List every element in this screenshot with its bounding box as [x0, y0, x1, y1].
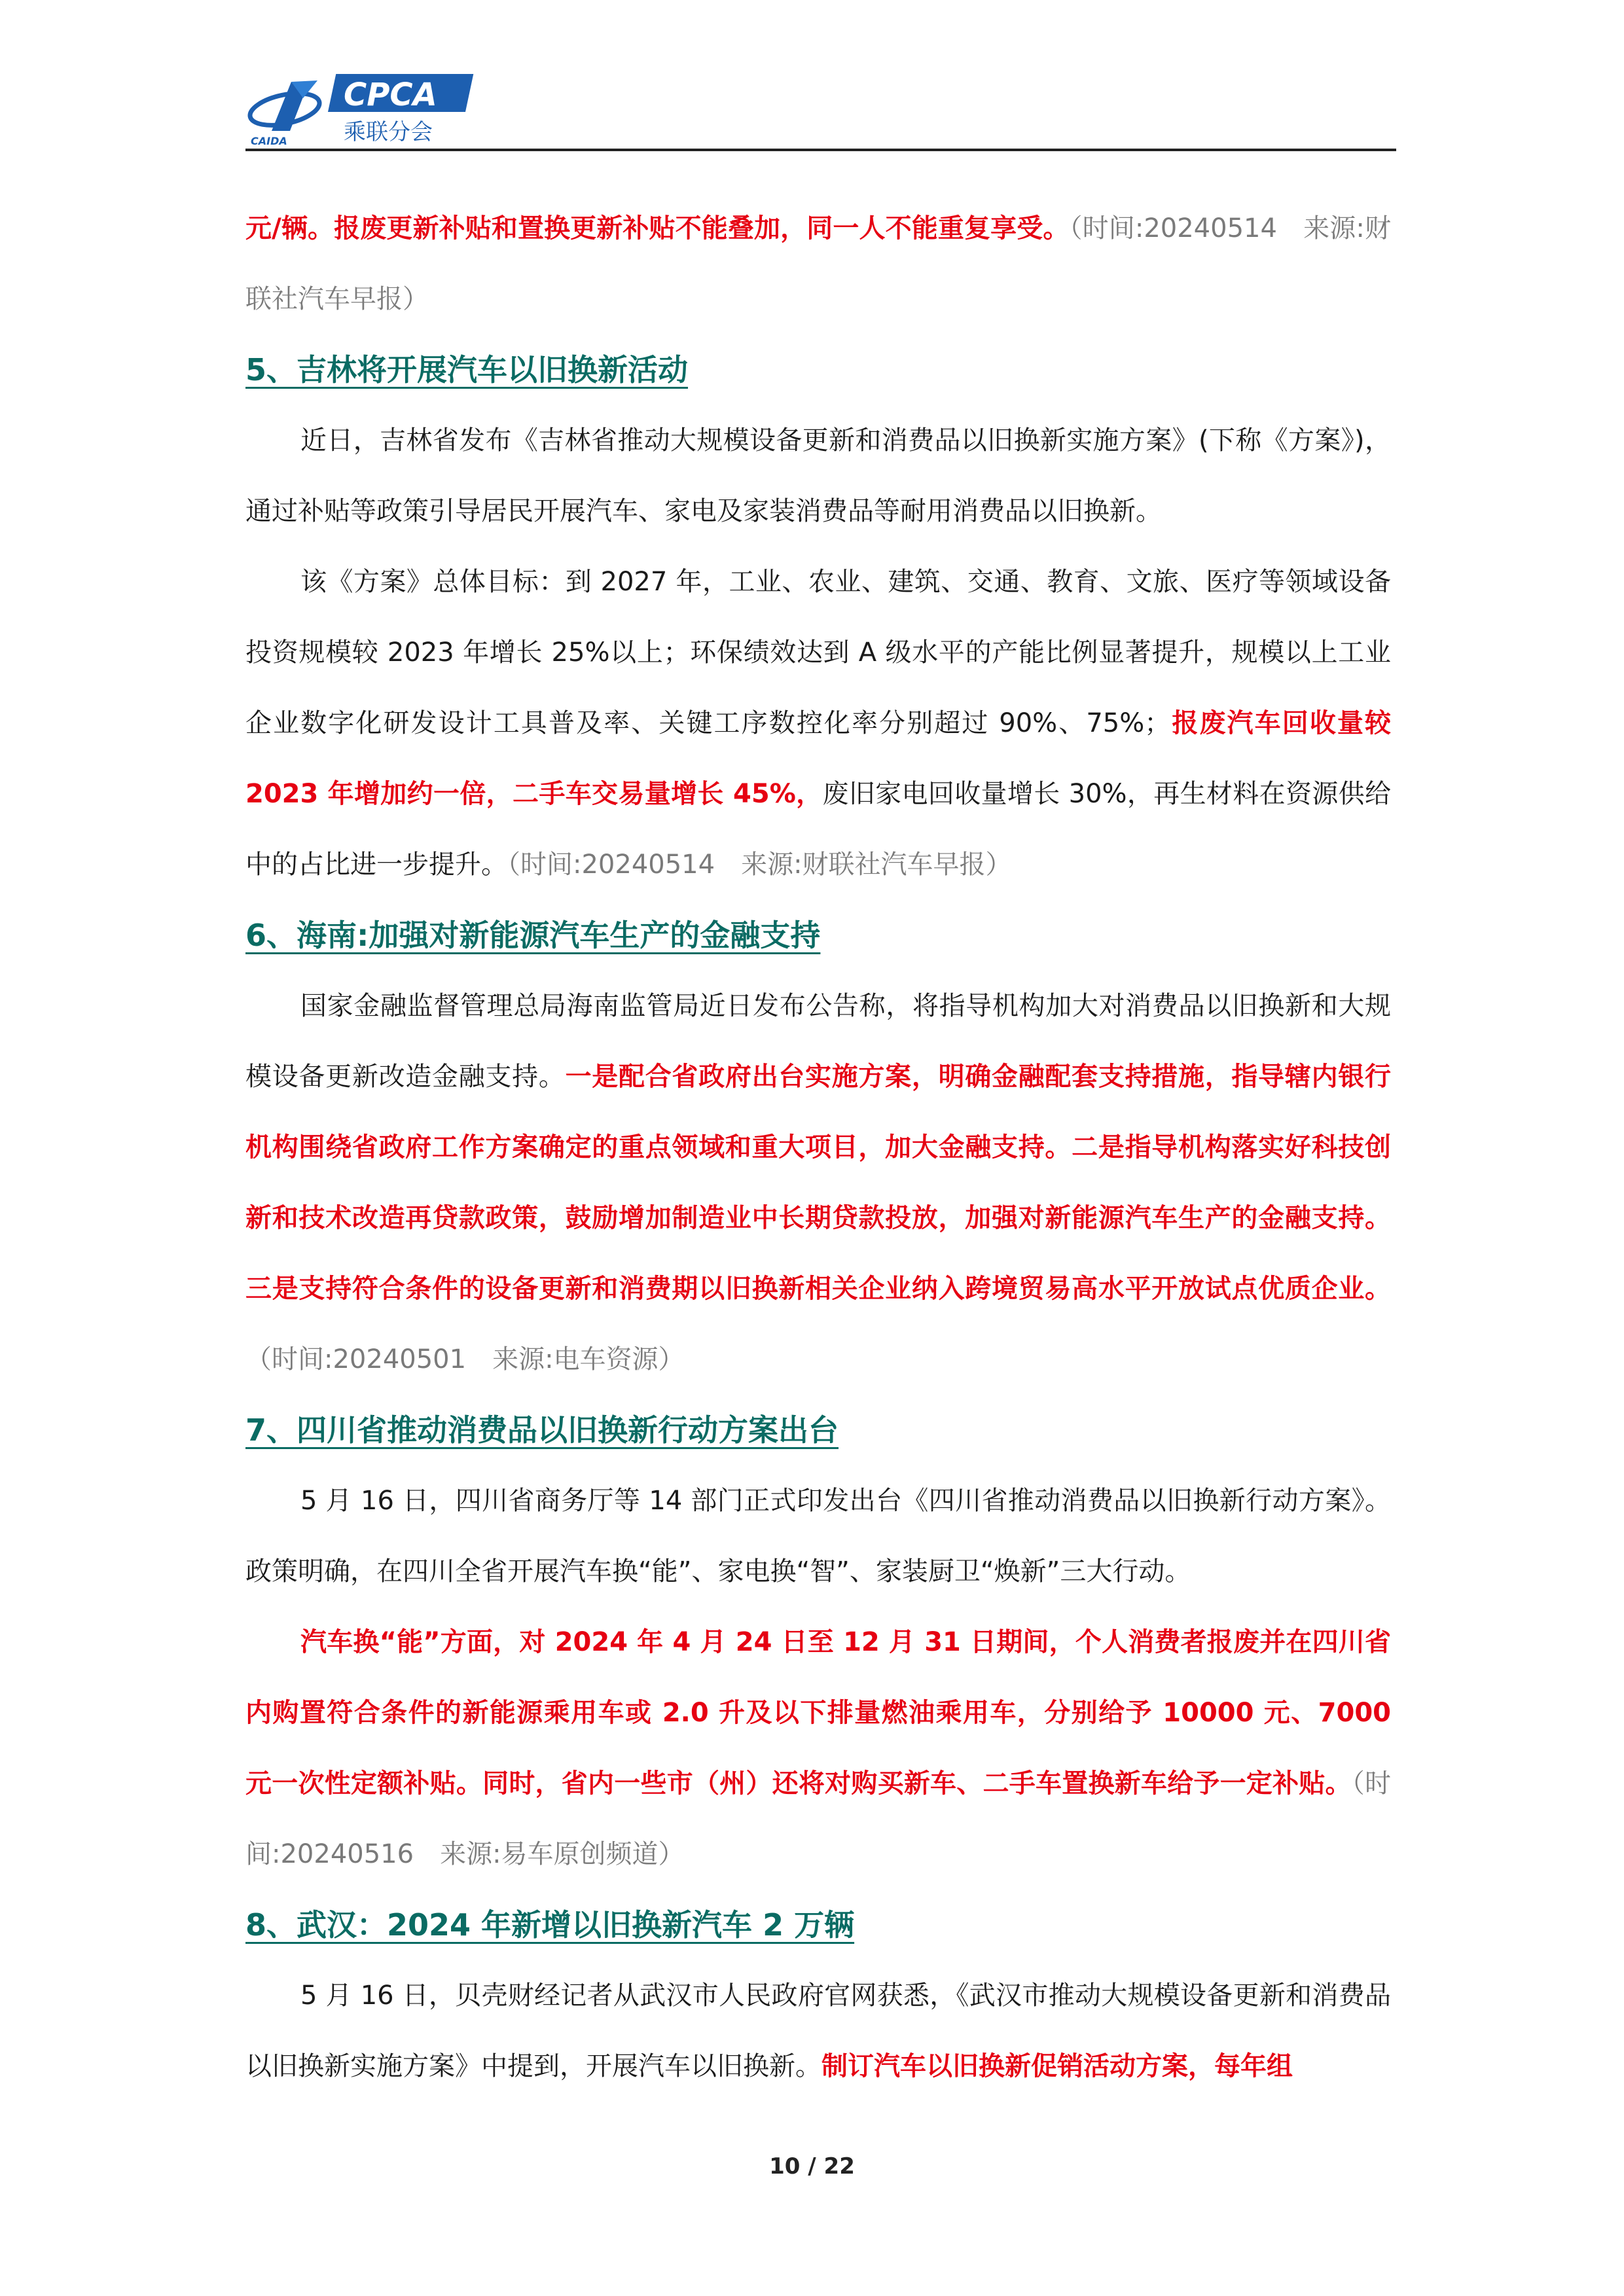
article-body [245, 193, 1391, 2102]
paragraph: 近日，吉林省发布《吉林省推动大规模设备更新和消费品以旧换新实施方案》(下称《方案》)，通过补贴等政策引导居民开展汽车、家电及家装消费品等耐用消费品以旧换新。 [245, 425, 1391, 526]
section-heading-7: 7、四川省推动消费品以旧换新行动方案出台 [245, 1412, 839, 1448]
section-heading-5: 5、吉林将开展汽车以旧换新活动 [245, 352, 689, 387]
svg-text:CPCA: CPCA [344, 77, 437, 113]
page-header [245, 69, 1398, 152]
header-rule [245, 149, 1396, 151]
section-heading-6: 6、海南:加强对新能源汽车生产的金融支持 [245, 918, 821, 953]
section-heading-8: 8、武汉：2024 年新增以旧换新汽车 2 万辆 [245, 1907, 855, 1943]
paragraph: 5 月 16 日，四川省商务厅等 14 部门正式印发出台《四川省推动消费品以旧换新行动方案》。政策明确，在四川全省开展汽车换“能”、家电换“智”、家装厨卫“焕新”三大行动。 [245, 1486, 1391, 1587]
page-number: 10 / 22 [769, 2153, 855, 2179]
svg-text:CAIDA: CAIDA [251, 135, 287, 147]
paragraph: 国家金融监督管理总局海南监管局近日发布公告称，将指导机构加大对消费品以旧换新和大规模设备更新改造金融支持。一是配合省政府出台实施方案，明确金融配套支持措施，指导辖内银行机构围绕省政府工作方案确定的重点领域和重大项目，加大金融支持。二是指导机构落实好科技创新和技术改造再贷款政策，鼓励增加制造业中长期贷款投放，加强对新能源汽车生产的金融支持。三是支持符合条件的设备更新和消费期以旧换新相关企业纳入跨境贸易高水平开放试点优质企业。（时间:20240501 来源:电车资源） [245, 991, 1392, 1374]
paragraph: 5 月 16 日，贝壳财经记者从武汉市人民政府官网获悉，《武汉市推动大规模设备更新和消费品以旧换新实施方案》中提到，开展汽车以旧换新。制订汽车以旧换新促销活动方案，每年组 [245, 1981, 1391, 2081]
svg-text:乘联分会: 乘联分会 [344, 119, 433, 145]
paragraph: 元/辆。报废更新补贴和置换更新补贴不能叠加，同一人不能重复享受。（时间:20240514 来源:财联社汽车早报） [245, 213, 1391, 314]
paragraph: 该《方案》总体目标：到 2027 年，工业、农业、建筑、交通、教育、文旅、医疗等领域设备投资规模较 2023 年增长 25%以上；环保绩效达到 A 级水平的产能比例显著提升，规模以上工业企业数字化研发设计工具普及率、关键工序数控化率分别超过 90%、75%；报废汽车回收量较 2023 年增加约一倍，二手车交易量增长 45%，废旧家电回收量增长 30%，再生材料在资源供给中的占比进一步提升。（时间:20240514 来源:财联社汽车早报） [245, 567, 1392, 880]
cpca-logo [245, 69, 481, 147]
paragraph: 汽车换“能”方面，对 2024 年 4 月 24 日至 12 月 31 日期间，个人消费者报废并在四川省内购置符合条件的新能源乘用车或 2.0 升及以下排量燃油乘用车，分别给予 10000 元、7000 元一次性定额补贴。同时，省内一些市（州）还将对购买新车、二手车置换新车给予一定补贴。（时间:20240516 来源:易车原创频道） [245, 1627, 1391, 1869]
